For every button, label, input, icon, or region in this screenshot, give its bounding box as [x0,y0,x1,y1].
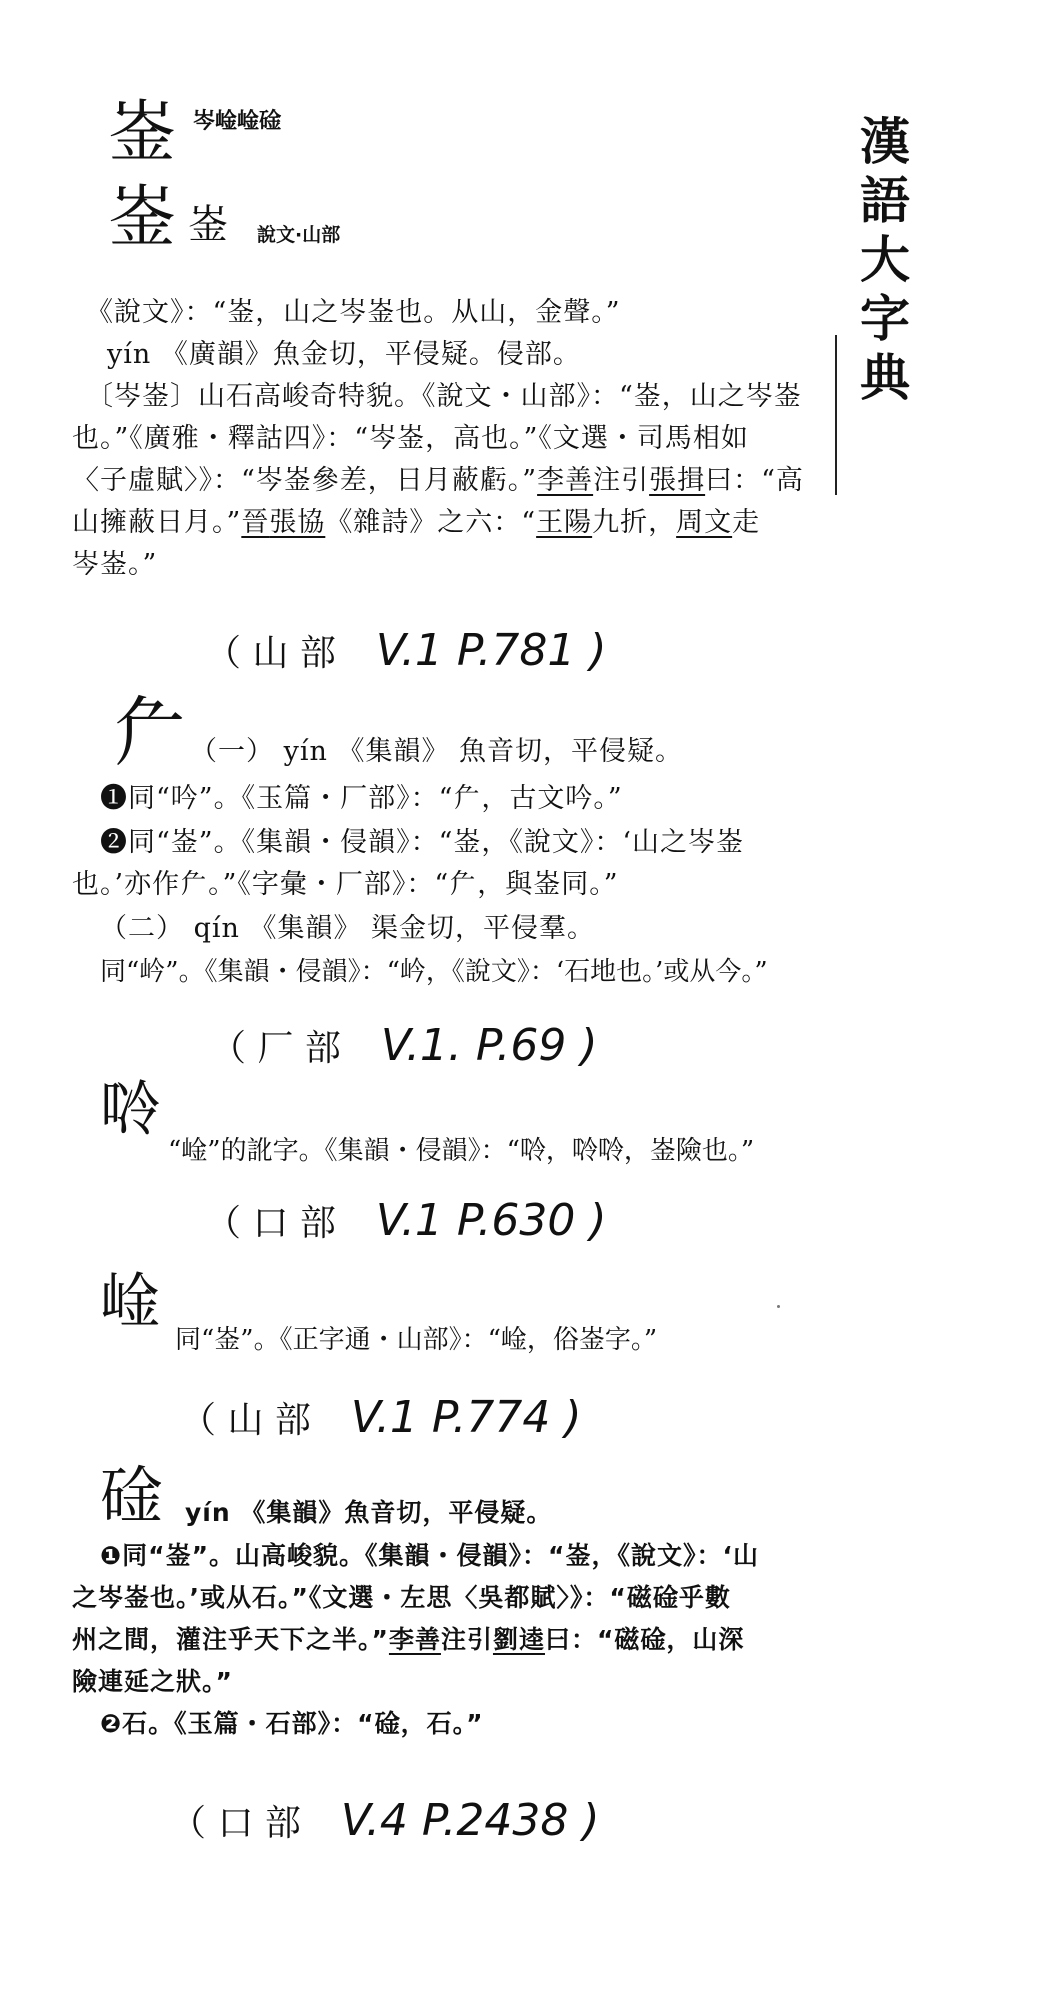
definition-line: ❷同“崟”。《集韻・侵韻》：“崟，《說文》：‘山之岑崟 [100,827,744,858]
handwritten-page: V.1 P.774 ) [350,1392,582,1443]
definition-line: ❶同“吟”。《玉篇・厂部》：“厃，古文吟。” [100,783,623,814]
definition-line: 同“岒”。《集韻・侵韻》：“岒，《說文》：‘石地也。’或从今。” [100,957,768,987]
handwritten-page: V.1 P.781 ) [375,625,607,676]
person-name: 李善 [388,1625,441,1654]
title-char: 漢 [860,112,910,171]
headword-yan: 厃 [112,688,188,777]
volume-reference [205,1195,607,1246]
definition-line: yín 《廣韻》魚金切，平侵疑。侵部。 [107,339,581,370]
person-name: 李善 [537,465,594,496]
definition-line: （二） qín 《集韻》 渠金切，平侵羣。 [100,913,596,944]
definition-line: 〔岑崟〕山石高峻奇特貌。《說文・山部》：“崟，山之岑崟 [86,381,802,412]
headword-yin-b: 崟 [108,179,177,258]
person-name: 周文 [676,507,733,538]
person-name: 劉逵 [492,1625,545,1654]
volume-reference [205,625,607,676]
pronunciation-line: yín 《集韻》魚音切，平侵疑。 [185,1498,553,1527]
definition-line: 《說文》：“崟，山之岑崟也。从山，金聲。” [86,297,621,328]
title-rule [835,335,837,495]
definition-line: （一） yín 《集韻》 魚音切，平侵疑。 [190,736,684,767]
radical-label: （ 山 部 [180,1400,311,1441]
person-name: 王陽 [536,507,593,538]
definition-line: 同“崟”。《正字通・山部》：“崯，俗崟字。” [175,1325,658,1355]
radical-label: （ 厂 部 [210,1028,341,1069]
person-name: 張揖 [649,465,706,496]
headword-yin-stone: 碒 [100,1459,163,1532]
radical-label: （ 山 部 [205,633,336,674]
dictionary-title [855,112,915,407]
title-char: 字 [860,289,910,348]
variant-forms: 岑崯崯碒 [193,109,282,134]
definition-line: ❶同“崟”。山高峻貌。《集韻・侵韻》：“崟，《說文》：‘山 [100,1541,759,1570]
volume-reference [170,1795,600,1846]
seal-source: 說文·山部 [257,224,341,246]
definition-line: ❷石。《玉篇・石部》：“碒，石。” [100,1709,484,1738]
definition-line: 險連延之狀。” [72,1667,233,1696]
headword-yin-mouth: 唥 [100,1075,160,1145]
headword-yin-a: 崟 [108,94,177,173]
definition-line: 也。’亦作厃。”《字彙・厂部》：“厃，與崟同。” [72,869,619,900]
volume-reference [210,1020,598,1071]
definition-line: 州之間，灌注乎天下之半。”李善注引劉逵曰：“磁碒，山深 [72,1625,745,1654]
definition-line: 也。”《廣雅・釋詁四》：“岑崟，高也。”《文選・司馬相如 [72,423,749,454]
handwritten-page: V.1 P.630 ) [375,1195,607,1246]
headword-yin-mountain: 崯 [100,1267,160,1337]
radical-label: （ 口 部 [170,1803,301,1844]
person-name: 晉 [241,507,270,538]
title-char: 典 [860,348,910,407]
definition-line: “崯”的訛字。《集韻・侵韻》：“唥，唥唥，崟險也。” [168,1136,755,1166]
person-name: 張協 [269,507,326,538]
definition-line: 岑崟。” [72,549,158,580]
title-char: 大 [860,230,910,289]
radical-label: （ 口 部 [205,1203,336,1244]
volume-reference [180,1392,582,1443]
title-char: 語 [860,171,910,230]
definition-line: 山擁蔽日月。”晉張協《雜詩》之六：“王陽九折，周文走 [72,507,761,538]
handwritten-page: V.4 P.2438 ) [340,1795,600,1846]
seal-script-glyph: 崟 [188,202,228,248]
scan-speck [777,1305,780,1308]
definition-line: 〈子虛賦〉》：“岑崟參差，日月蔽虧。”李善注引張揖曰：“高 [72,465,804,496]
handwritten-page: V.1. P.69 ) [380,1020,598,1071]
definition-line: 之岑崟也。’或从石。”《文選・左思〈吳都賦〉》：“磁碒乎數 [72,1583,731,1612]
